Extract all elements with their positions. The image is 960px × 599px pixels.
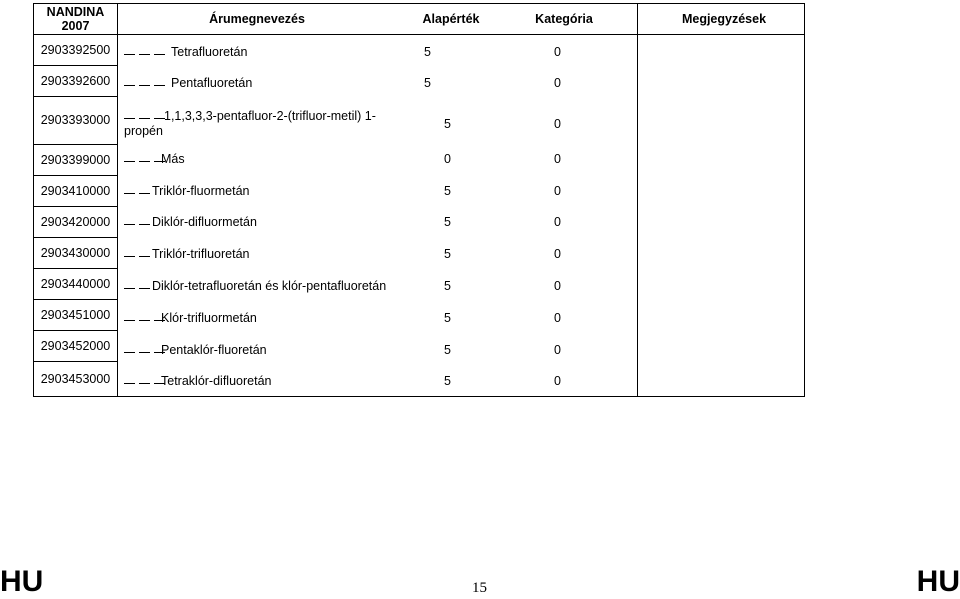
column-divider [117, 4, 118, 396]
code-cell: 2903393000 [40, 113, 111, 127]
description-cell: Pentafluoretán [171, 76, 253, 90]
base-rate-cell: 5 [444, 374, 451, 388]
description-cell: Más [161, 152, 185, 166]
column-divider [637, 4, 638, 396]
category-cell: 0 [554, 311, 561, 325]
level-dashes [124, 47, 169, 61]
category-cell: 0 [554, 374, 561, 388]
table-row [124, 343, 629, 363]
category-cell: 0 [554, 279, 561, 293]
description-cell: Diklór-tetrafluoretán és klór-pentafluoretán [152, 279, 387, 293]
header-description: Árumegnevezés [209, 12, 305, 26]
table-row [124, 279, 629, 299]
row-divider [34, 330, 117, 331]
category-cell: 0 [554, 45, 561, 59]
code-cell: 2903451000 [40, 307, 111, 322]
description-cell: Tetraklór-difluoretán [161, 374, 272, 388]
header-base-rate: Alapérték [422, 12, 480, 26]
base-rate-cell: 5 [444, 215, 451, 229]
base-rate-cell: 5 [444, 184, 451, 198]
code-cell: 2903440000 [40, 276, 111, 291]
table-row [124, 215, 629, 235]
table-row [124, 374, 629, 394]
table-row [124, 247, 629, 267]
page-number: 15 [472, 580, 487, 596]
base-rate-cell: 5 [424, 76, 431, 90]
description-cell: Klór-trifluormetán [161, 311, 257, 325]
level-dashes [124, 111, 169, 125]
header-category: Kategória [535, 12, 593, 26]
table-row [124, 45, 629, 65]
row-divider [34, 175, 117, 176]
level-dashes [124, 186, 154, 200]
table-row [124, 76, 629, 96]
footer-country-right: HU [916, 565, 960, 598]
row-divider [34, 65, 117, 66]
category-cell: 0 [554, 117, 561, 131]
category-cell: 0 [554, 247, 561, 261]
code-cell: 2903452000 [40, 338, 111, 353]
category-cell: 0 [554, 215, 561, 229]
row-divider [34, 144, 117, 145]
description-line: propén [124, 124, 163, 138]
base-rate-cell: 5 [444, 247, 451, 261]
code-cell: 2903392500 [40, 42, 111, 57]
level-dashes [124, 249, 154, 263]
table-row [124, 184, 629, 204]
description-cell: Triklór-fluormetán [152, 184, 250, 198]
base-rate-cell: 5 [444, 117, 451, 131]
row-divider [34, 268, 117, 269]
base-rate-cell: 5 [424, 45, 431, 59]
base-rate-cell: 5 [444, 311, 451, 325]
row-divider [34, 96, 117, 97]
base-rate-cell: 5 [444, 343, 451, 357]
row-divider [34, 206, 117, 207]
level-dashes [124, 217, 154, 231]
row-divider [34, 237, 117, 238]
level-dashes [124, 281, 154, 295]
category-cell: 0 [554, 76, 561, 90]
table-row [124, 311, 629, 331]
code-cell: 2903430000 [40, 245, 111, 260]
code-cell: 2903410000 [40, 183, 111, 198]
category-cell: 0 [554, 152, 561, 166]
header-remarks: Megjegyzések [681, 12, 767, 26]
header-code: NANDINA 2007 [46, 5, 105, 33]
row-divider [34, 361, 117, 362]
table-row [124, 109, 629, 141]
level-dashes [124, 78, 169, 92]
category-cell: 0 [554, 184, 561, 198]
category-cell: 0 [554, 343, 561, 357]
description-cell: Triklór-trifluoretán [152, 247, 250, 261]
code-cell: 2903453000 [40, 371, 111, 386]
code-cell: 2903399000 [40, 152, 111, 167]
description-line: 1,1,3,3,3-pentafluor-2-(trifluor-metil) 1- [164, 109, 376, 123]
table-row [124, 152, 629, 172]
base-rate-cell: 5 [444, 279, 451, 293]
description-cell [124, 109, 376, 139]
description-cell: Tetrafluoretán [171, 45, 248, 59]
base-rate-cell: 0 [444, 152, 451, 166]
code-cell: 2903392600 [40, 73, 111, 88]
footer-country-left: HU [0, 565, 44, 598]
description-cell: Pentaklór-fluoretán [161, 343, 267, 357]
code-cell: 2903420000 [40, 214, 111, 229]
row-divider [34, 299, 117, 300]
tariff-table [33, 3, 805, 397]
description-cell: Diklór-difluormetán [152, 215, 257, 229]
